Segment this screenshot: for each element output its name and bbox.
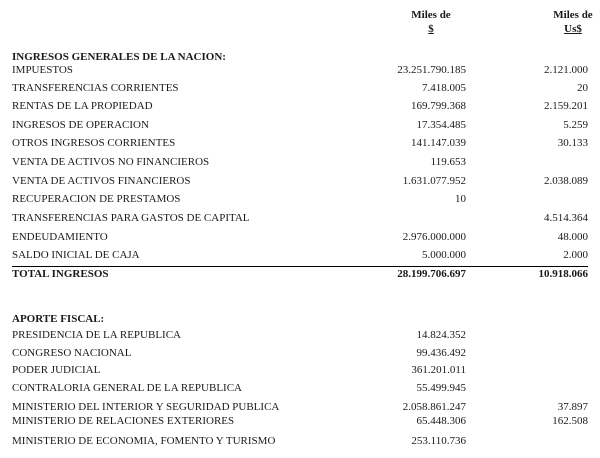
table-row — [0, 432, 600, 450]
row-value-pesos: 169.799.368 — [411, 100, 466, 112]
section-title-ingresos: INGRESOS GENERALES DE LA NACION: — [12, 51, 226, 63]
row-value-pesos: 361.201.011 — [411, 364, 466, 376]
total-value-pesos: 28.199.706.697 — [397, 268, 466, 280]
row-value-pesos: 14.824.352 — [416, 329, 466, 341]
row-value-pesos: 99.436.492 — [416, 347, 466, 359]
table-row — [0, 172, 600, 190]
table-row — [0, 361, 600, 379]
row-label: SALDO INICIAL DE CAJA — [12, 249, 140, 261]
table-row — [0, 379, 600, 397]
row-value-usd: 2.159.201 — [544, 100, 588, 112]
column-header-usd — [546, 8, 600, 36]
section-title-aporte-fiscal: APORTE FISCAL: — [12, 313, 105, 325]
row-label: IMPUESTOS — [12, 64, 73, 76]
row-label: OTROS INGRESOS CORRIENTES — [12, 137, 176, 149]
row-label: RENTAS DE LA PROPIEDAD — [12, 100, 153, 112]
total-value-usd: 10.918.066 — [538, 268, 588, 280]
row-value-pesos: 10 — [455, 193, 466, 205]
table-row — [0, 190, 600, 208]
row-value-pesos: 55.499.945 — [416, 382, 466, 394]
row-value-usd: 5.259 — [563, 119, 588, 131]
row-label: PODER JUDICIAL — [12, 364, 101, 376]
row-label: MINISTERIO DE RELACIONES EXTERIORES — [12, 415, 235, 427]
row-label: TRANSFERENCIAS CORRIENTES — [12, 82, 179, 94]
total-label: TOTAL INGRESOS — [12, 268, 109, 280]
row-value-pesos: 253.110.736 — [411, 435, 466, 447]
column-header-pesos-line1: Miles de — [411, 9, 451, 21]
row-label: ENDEUDAMIENTO — [12, 231, 108, 243]
row-label: CONTRALORIA GENERAL DE LA REPUBLICA — [12, 382, 242, 394]
row-label: RECUPERACION DE PRESTAMOS — [12, 193, 181, 205]
row-value-pesos: 2.976.000.000 — [402, 231, 466, 243]
table-row — [0, 134, 600, 152]
row-value-usd: 2.121.000 — [544, 64, 588, 76]
table-row — [0, 228, 600, 246]
table-row — [0, 246, 600, 264]
row-value-pesos: 2.058.861.247 — [402, 401, 466, 413]
row-value-pesos: 23.251.790.185 — [397, 64, 466, 76]
row-label: TRANSFERENCIAS PARA GASTOS DE CAPITAL — [12, 212, 250, 224]
row-value-pesos: 119.653 — [430, 156, 466, 168]
table-row — [0, 79, 600, 97]
row-value-usd: 37.897 — [557, 401, 588, 413]
row-value-usd: 30.133 — [557, 137, 588, 149]
row-label: CONGRESO NACIONAL — [12, 347, 132, 359]
table-row — [0, 153, 600, 171]
table-row — [0, 344, 600, 362]
table-row — [0, 61, 600, 79]
row-label: MINISTERIO DEL INTERIOR Y SEGURIDAD PUBLICA — [12, 401, 280, 413]
table-row — [0, 209, 600, 227]
row-value-pesos: 7.418.005 — [422, 82, 466, 94]
row-value-pesos: 65.448.306 — [416, 415, 466, 427]
table-row — [0, 116, 600, 134]
table-row — [0, 326, 600, 344]
column-header-pesos — [400, 8, 462, 36]
row-value-pesos: 1.631.077.952 — [402, 175, 466, 187]
row-value-usd: 2.038.089 — [544, 175, 588, 187]
column-header-usd-line1: Miles de — [553, 9, 593, 21]
row-label: VENTA DE ACTIVOS NO FINANCIEROS — [12, 156, 210, 168]
row-label: MINISTERIO DE ECONOMIA, FOMENTO Y TURISMO — [12, 435, 276, 447]
row-value-pesos: 17.354.485 — [416, 119, 466, 131]
row-label: PRESIDENCIA DE LA REPUBLICA — [12, 329, 181, 341]
row-value-usd: 4.514.364 — [544, 212, 588, 224]
row-label: INGRESOS DE OPERACION — [12, 119, 149, 131]
row-value-usd: 20 — [577, 82, 588, 94]
row-value-pesos: 5.000.000 — [422, 249, 466, 261]
total-row — [0, 265, 600, 283]
column-header-usd-line2: Us$ — [564, 23, 582, 35]
column-header-pesos-line2: $ — [428, 23, 434, 35]
row-value-pesos: 141.147.039 — [411, 137, 466, 149]
row-value-usd: 2.000 — [563, 249, 588, 261]
row-value-usd: 162.508 — [552, 415, 588, 427]
row-label: VENTA DE ACTIVOS FINANCIEROS — [12, 175, 191, 187]
table-row — [0, 97, 600, 115]
table-row — [0, 412, 600, 430]
row-value-usd: 48.000 — [557, 231, 588, 243]
